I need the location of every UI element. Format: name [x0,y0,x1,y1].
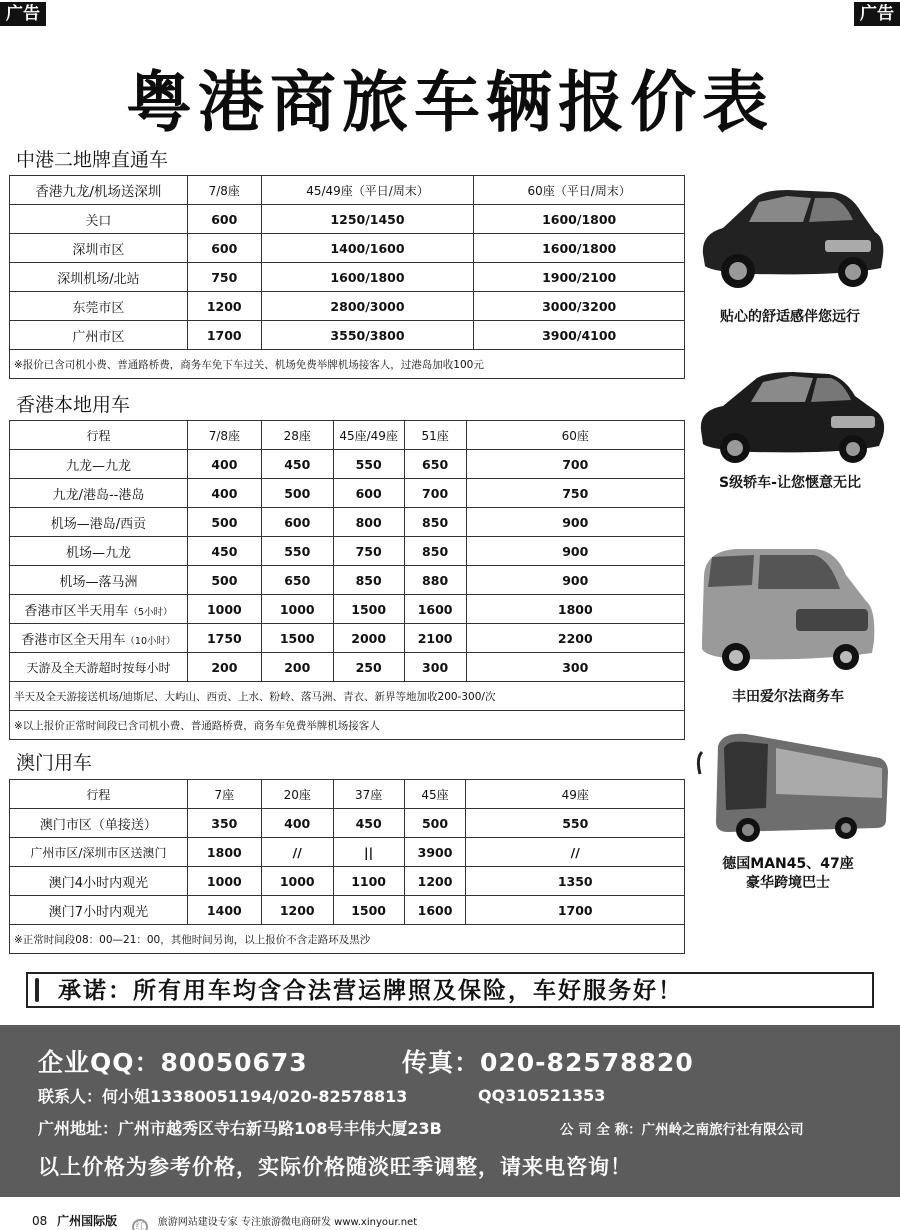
price-cell: 650 [404,450,466,479]
row-label [10,292,188,321]
row-label-text: 深圳机场/北站 [57,271,140,287]
price-cell: 850 [404,537,466,566]
price-cell: 900 [466,566,684,595]
price-cell: 1700 [187,321,261,350]
row-label-text: 香港市区半天用车 [24,603,129,619]
row-label-duration: （5小时） [128,606,173,618]
s-class-icon [693,364,888,464]
price-cell: // [466,838,685,867]
price-cell: 900 [466,537,684,566]
crossborder-price-table [9,175,685,379]
price-cell: 1000 [261,867,333,896]
table-row [10,838,685,867]
row-label-text: 九龙/港岛--港岛 [52,487,145,503]
price-cell: // [261,838,333,867]
row-label [10,838,188,867]
scroll-mark-icon [35,978,39,1002]
price-cell: 2100 [404,624,466,653]
price-cell: 250 [333,653,404,682]
price-cell: 200 [187,653,261,682]
header-cell: 7座 [187,780,261,809]
hongkong-rows [10,450,685,682]
table-note-row [10,925,685,954]
row-label [10,867,188,896]
price-cell: 850 [404,508,466,537]
price-cell: 450 [261,450,333,479]
price-cell: 3900 [404,838,466,867]
row-label [10,205,188,234]
header-cell: 7/8座 [187,421,261,450]
price-cell: 1600/1800 [474,234,685,263]
address: 广州地址：广州市越秀区寺右新马路108号丰伟大厦23B [38,1119,442,1138]
price-cell: 1500 [333,896,404,925]
row-label [10,508,188,537]
contact-person-qq: QQ310521353 [478,1086,606,1105]
header-cell: 行程 [10,421,188,450]
price-cell: 1000 [187,595,261,624]
table-note-row [10,711,685,740]
table-row [10,263,685,292]
row-label-text: 机场—港岛/西贡 [50,516,147,532]
price-cell: 1400/1600 [261,234,474,263]
section-title-crossborder: 中港二地牌直通车 [16,149,169,171]
row-label [10,537,188,566]
price-cell: 1500 [261,624,333,653]
row-label [10,595,188,624]
price-cell: 300 [404,653,466,682]
header-cell: 香港九龙/机场送深圳 [10,176,188,205]
price-cell: 300 [466,653,684,682]
fax-number: 传真：020-82578820 [402,1048,694,1077]
row-label [10,896,188,925]
header-cell: 行程 [10,780,188,809]
price-cell: 550 [466,809,685,838]
macau-rows [10,809,685,925]
row-label-duration: （10小时） [125,635,176,647]
crossborder-note: ※报价已含司机小费、普通路桥费，商务车免下车过关、机场免费举牌机场接客人，过港岛加收100元 [10,350,685,379]
table-row [10,234,685,263]
company-qq: 企业QQ：80050673 [38,1048,308,1077]
car-caption-minivan: 丰田爱尔法商务车 [732,689,844,705]
company-full-name: 公 司 全 称：广州岭之南旅行社有限公司 [560,1122,804,1138]
row-label-text: 天游及全天游超时按每小时 [26,660,171,675]
row-label-text: 广州市区/深圳市区送澳门 [30,845,167,860]
car-caption-bus-line2: 豪华跨境巴士 [746,875,830,891]
price-cell: 1800 [466,595,684,624]
row-label-text: 澳门市区（单接送） [39,817,157,833]
header-cell: 49座 [466,780,685,809]
header-cell: 45座 [404,780,466,809]
logo-icon: 红 [132,1219,148,1230]
price-cell: 350 [187,809,261,838]
header-cell: 37座 [333,780,404,809]
price-cell: 1200 [187,292,261,321]
price-cell: 2800/3000 [261,292,474,321]
price-cell: 1600 [404,896,466,925]
price-cell: 400 [187,479,261,508]
row-label-text: 九龙—九龙 [65,458,131,474]
table-row [10,537,685,566]
section-title-hongkong: 香港本地用车 [16,394,131,416]
hongkong-note-1: 半天及全天游接送机场/迪斯尼、大屿山、西贡、上水、粉岭、落马洲、青衣、新界等地加收200-300/次 [10,682,685,711]
price-cell: 3000/3200 [474,292,685,321]
price-cell: 500 [187,508,261,537]
price-cell: 1100 [333,867,404,896]
table-header-row [10,176,685,205]
sedan-icon [693,176,888,296]
price-cell: 700 [404,479,466,508]
car-caption-s-class: S级轿车-让您惬意无比 [719,475,861,491]
hongkong-price-table [9,420,685,740]
row-label-text: 关口 [85,213,112,229]
price-cell: 1600 [404,595,466,624]
table-row [10,479,685,508]
header-cell: 45座/49座 [333,421,404,450]
price-cell: 850 [333,566,404,595]
table-row [10,896,685,925]
macau-note: ※正常时间段08：00—21：00，其他时间另询，以上报价不含走路环及黑沙 [10,925,685,954]
row-label-text: 机场—落马洲 [59,574,138,590]
table-row [10,508,685,537]
price-cell: 550 [333,450,404,479]
header-cell: 28座 [261,421,333,450]
table-row [10,595,685,624]
row-label [10,566,188,595]
price-cell: 1400 [187,896,261,925]
price-cell: || [333,838,404,867]
row-label-text: 广州市区 [72,329,125,345]
table-row [10,205,685,234]
price-cell: 500 [187,566,261,595]
price-cell: 450 [187,537,261,566]
table-row [10,292,685,321]
price-cell: 1700 [466,896,685,925]
hongkong-note-2: ※以上报价正常时间段已含司机小费、普通路桥费，商务车免费举牌机场接客人 [10,711,685,740]
car-caption-sedan: 贴心的舒适感伴您远行 [720,309,860,325]
row-label [10,653,188,682]
price-cell: 600 [187,205,261,234]
ad-label-left: 广告 [0,2,46,26]
price-cell: 1000 [187,867,261,896]
bus-icon [696,728,890,846]
price-cell: 550 [261,537,333,566]
contact-person: 联系人：何小姐13380051194/020-82578813 [38,1087,408,1106]
minivan-icon [696,545,878,673]
price-cell: 750 [333,537,404,566]
car-caption-bus-line1: 德国MAN45、47座 [722,856,854,872]
crossborder-rows [10,205,685,350]
ad-label-right: 广告 [854,2,900,26]
price-cell: 1600/1800 [261,263,474,292]
price-cell: 400 [187,450,261,479]
page-number: 08 [32,1214,48,1228]
price-cell: 1350 [466,867,685,896]
price-cell: 1750 [187,624,261,653]
contact-panel [0,1025,900,1197]
price-cell: 3550/3800 [261,321,474,350]
price-cell: 880 [404,566,466,595]
price-cell: 600 [261,508,333,537]
price-cell: 900 [466,508,684,537]
row-label-text: 深圳市区 [72,242,125,258]
edition-label: 广州国际版 [57,1214,118,1228]
price-cell: 2200 [466,624,684,653]
header-cell: 60座 [466,421,684,450]
price-cell: 700 [466,450,684,479]
header-cell: 51座 [404,421,466,450]
row-label [10,263,188,292]
price-cell: 600 [333,479,404,508]
price-cell: 400 [261,809,333,838]
page-title: 粤港商旅车辆报价表 [126,64,774,141]
price-cell: 1000 [261,595,333,624]
table-header-row [10,780,685,809]
price-cell: 200 [261,653,333,682]
price-cell: 750 [466,479,684,508]
price-cell: 1900/2100 [474,263,685,292]
section-title-macau: 澳门用车 [16,752,93,774]
footer-slogan: 旅游网站建设专家 专注旅游微电商研发 www.xinyour.net [157,1217,418,1228]
header-cell: 20座 [261,780,333,809]
price-cell: 800 [333,508,404,537]
table-row [10,624,685,653]
table-row [10,566,685,595]
price-cell: 500 [404,809,466,838]
row-label [10,809,188,838]
price-cell: 450 [333,809,404,838]
promise-banner [26,972,874,1008]
table-header-row [10,421,685,450]
table-row [10,809,685,838]
price-disclaimer: 以上价格为参考价格，实际价格随淡旺季调整，请来电咨询！ [38,1155,632,1179]
row-label [10,479,188,508]
price-cell: 1500 [333,595,404,624]
row-label-text: 澳门4小时内观光 [48,875,149,891]
price-cell: 650 [261,566,333,595]
price-cell: 3900/4100 [474,321,685,350]
price-cell: 1200 [261,896,333,925]
row-label [10,624,188,653]
promise-text: 承诺：所有用车均含合法营运牌照及保险，车好服务好！ [58,978,683,1004]
row-label-text: 机场—九龙 [65,545,131,561]
price-cell: 1800 [187,838,261,867]
table-row [10,867,685,896]
header-cell: 7/8座 [187,176,261,205]
row-label-text: 东莞市区 [72,300,125,316]
row-label-text: 澳门7小时内观光 [48,904,149,920]
price-cell: 1600/1800 [474,205,685,234]
row-label-text: 香港市区全天用车 [21,632,126,648]
table-row [10,450,685,479]
row-label [10,450,188,479]
table-row [10,653,685,682]
price-cell: 600 [187,234,261,263]
price-cell: 1250/1450 [261,205,474,234]
header-cell: 45/49座（平日/周末） [261,176,474,205]
price-cell: 2000 [333,624,404,653]
table-row [10,321,685,350]
price-cell: 1200 [404,867,466,896]
macau-price-table [9,779,685,954]
table-note-row [10,682,685,711]
header-cell: 60座（平日/周末） [474,176,685,205]
table-note-row [10,350,685,379]
price-cell: 500 [261,479,333,508]
price-cell: 750 [187,263,261,292]
row-label [10,234,188,263]
row-label [10,321,188,350]
footer [32,1212,423,1230]
